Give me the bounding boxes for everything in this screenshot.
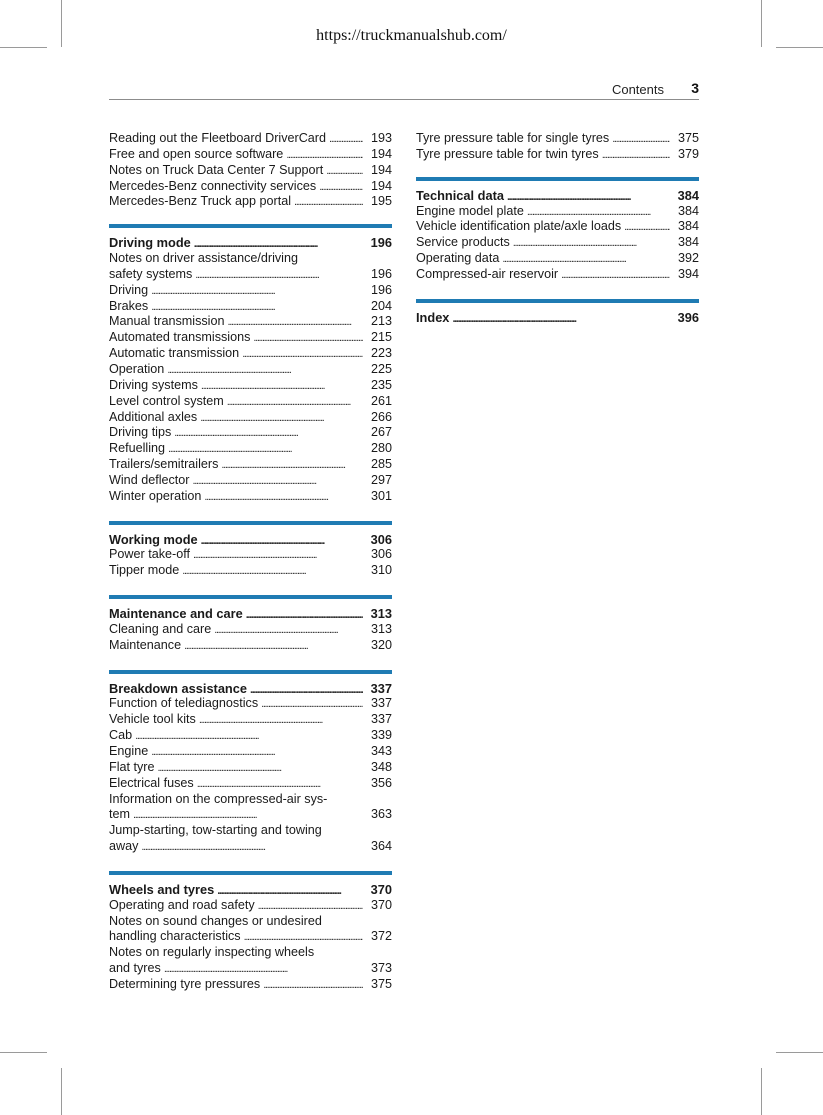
dot-leader — [184, 639, 363, 655]
toc-entry-label: Working mode — [109, 531, 198, 547]
toc-entry-page: 193 — [370, 131, 392, 145]
dot-leader — [244, 930, 363, 946]
toc-entry[interactable] — [109, 473, 392, 489]
toc-entry-label: Wheels and tyres — [109, 881, 215, 897]
toc-entry[interactable] — [109, 457, 392, 473]
dot-leader — [242, 347, 363, 363]
toc-section-driving-mode — [109, 224, 392, 504]
toc-entry[interactable] — [109, 131, 392, 147]
dot-leader — [193, 474, 364, 490]
dot-leader — [612, 132, 670, 148]
dot-leader — [195, 268, 363, 284]
dot-leader — [158, 761, 364, 777]
crop-mark — [776, 1052, 823, 1053]
toc-entry-page: 225 — [370, 361, 392, 376]
toc-entry-page: 337 — [370, 696, 392, 711]
toc-entry-label: Notes on regularly inspecting wheels — [109, 945, 315, 960]
toc-entry[interactable] — [109, 622, 392, 638]
toc-entry-label: Additional axles — [109, 409, 198, 424]
toc-entry-label: Operating data — [416, 251, 500, 266]
crop-mark — [0, 1052, 47, 1053]
dot-leader — [286, 148, 363, 164]
toc-entry-label: Brakes — [109, 298, 149, 313]
toc-entry[interactable] — [109, 251, 392, 267]
toc-section — [416, 188, 699, 283]
toc-entry[interactable] — [109, 394, 392, 410]
toc-entry-page: 364 — [370, 839, 392, 854]
toc-entry-page: 196 — [370, 266, 392, 281]
toc-entry-label: Maintenance and care — [109, 606, 243, 622]
toc-entry[interactable] — [109, 283, 392, 299]
toc-entry[interactable] — [109, 330, 392, 346]
toc-entry-page: 384 — [677, 203, 699, 218]
toc-entry-page: 196 — [370, 282, 392, 297]
toc-entry-label: Maintenance — [109, 637, 182, 652]
dot-leader — [141, 840, 363, 856]
dot-leader — [135, 729, 363, 745]
toc-entry[interactable] — [109, 425, 392, 441]
toc-entry-label: Notes on Truck Data Center 7 Support — [109, 162, 324, 177]
toc-entry-page: 213 — [370, 314, 392, 329]
toc-entry[interactable] — [109, 977, 392, 993]
toc-entry-page: 267 — [370, 425, 392, 440]
dot-leader — [624, 220, 670, 236]
toc-entry[interactable] — [109, 929, 392, 945]
toc-entry-page: 375 — [370, 976, 392, 991]
toc-entry-page: 337 — [370, 680, 392, 696]
toc-entry[interactable] — [416, 267, 699, 283]
toc-entry-label: Tyre pressure table for twin tyres — [416, 146, 599, 161]
toc-entry-label: Automatic transmission — [109, 346, 240, 361]
dot-leader — [197, 777, 363, 793]
toc-entry[interactable] — [109, 712, 392, 728]
toc-left-column — [109, 131, 392, 993]
toc-entry-page: 320 — [370, 637, 392, 652]
dot-leader — [513, 236, 670, 252]
dot-leader — [164, 962, 363, 978]
dot-leader — [168, 442, 363, 458]
dot-leader — [228, 315, 364, 331]
dot-leader — [201, 379, 363, 395]
toc-entry[interactable] — [109, 362, 392, 378]
toc-entry[interactable] — [109, 378, 392, 394]
toc-entry-label: Flat tyre — [109, 759, 155, 774]
toc-entry[interactable] — [109, 179, 392, 195]
toc-entry-page: 313 — [370, 606, 392, 622]
toc-section — [109, 882, 392, 993]
dot-leader — [133, 808, 363, 824]
toc-section — [109, 235, 392, 504]
dot-leader — [193, 548, 363, 564]
toc-entry-page: 373 — [370, 961, 392, 976]
dot-leader — [602, 148, 670, 164]
toc-entry-page: 348 — [370, 759, 392, 774]
toc-section-breakdown — [109, 670, 392, 855]
toc-entry-label: Breakdown assistance — [109, 680, 247, 696]
dot-leader — [204, 490, 363, 506]
toc-entry-label: Technical data — [416, 187, 504, 203]
toc-entry[interactable] — [109, 147, 392, 163]
toc-entry-label: Operating and road safety — [109, 897, 255, 912]
toc-group — [416, 131, 699, 163]
toc-entry-page: 306 — [370, 531, 392, 547]
toc-heading[interactable] — [109, 882, 392, 898]
toc-entry[interactable] — [109, 898, 392, 914]
toc-entry-page: 356 — [370, 775, 392, 790]
dot-leader — [167, 363, 363, 379]
dot-leader — [258, 899, 363, 915]
toc-entry-page: 370 — [370, 881, 392, 897]
toc-section — [109, 606, 392, 654]
toc-entry[interactable] — [416, 131, 699, 147]
dot-leader — [253, 331, 363, 347]
toc-entry-page: 337 — [370, 712, 392, 727]
toc-entry[interactable] — [109, 163, 392, 179]
toc-entry[interactable] — [416, 235, 699, 251]
toc-group — [109, 131, 392, 210]
toc-entry[interactable] — [109, 728, 392, 744]
toc-section-working-mode — [109, 521, 392, 580]
toc-heading[interactable] — [109, 681, 392, 697]
toc-entry-page: 343 — [370, 744, 392, 758]
dot-leader — [263, 978, 363, 994]
toc-entry-label: Free and open source software — [109, 146, 284, 161]
toc-entry-page: 195 — [370, 194, 392, 209]
toc-right-column — [416, 131, 699, 326]
dot-leader — [527, 205, 670, 221]
toc-entry[interactable] — [109, 839, 392, 855]
crop-mark — [61, 1068, 62, 1115]
toc-heading[interactable] — [109, 606, 392, 622]
dot-leader — [227, 395, 363, 411]
toc-heading[interactable] — [416, 188, 699, 204]
toc-entry-page: 196 — [370, 235, 392, 251]
toc-entry-label: Service products — [416, 235, 510, 250]
toc-entry-page: 394 — [677, 266, 699, 281]
toc-entry-label: tem — [109, 807, 130, 822]
toc-entry[interactable] — [109, 744, 392, 760]
toc-entry-label: Driving — [109, 282, 149, 297]
toc-entry-page: 384 — [677, 235, 699, 250]
toc-entry[interactable] — [416, 204, 699, 220]
toc-entry-label: Operation — [109, 361, 165, 376]
toc-entry-label: and tyres — [109, 961, 161, 976]
toc-entry-label: Mercedes-Benz connectivity services — [109, 178, 317, 193]
toc-entry-page: 392 — [677, 251, 699, 266]
dot-leader — [250, 683, 363, 699]
dot-leader — [261, 697, 363, 713]
toc-heading[interactable] — [416, 310, 699, 326]
crop-mark — [776, 47, 823, 48]
toc-entry[interactable] — [109, 547, 392, 563]
toc-entry-label: Tipper mode — [109, 563, 180, 578]
toc-entry[interactable] — [109, 441, 392, 457]
toc-entry-label: Power take-off — [109, 547, 190, 562]
toc-section-wheels — [109, 871, 392, 993]
crop-mark — [0, 47, 47, 48]
toc-entry-label: Reading out the Fleetboard DriverCard — [109, 131, 327, 145]
toc-entry-label: Notes on driver assistance/driving — [109, 251, 298, 266]
toc-entry-label: Jump-starting, tow-starting and towing — [109, 823, 322, 838]
toc-entry-page: 266 — [370, 409, 392, 424]
toc-entry-label: Information on the compressed-air sys- — [109, 791, 328, 806]
toc-entry-page: 215 — [370, 330, 392, 345]
dot-leader — [329, 132, 363, 148]
page-title: Contents — [611, 82, 664, 97]
dot-leader — [182, 564, 363, 580]
toc-entry[interactable] — [109, 823, 392, 839]
toc-entry-page: 261 — [370, 393, 392, 408]
toc-entry-label: Vehicle tool kits — [109, 712, 196, 727]
toc-entry-label: Driving systems — [109, 377, 198, 392]
toc-entry-label: Electrical fuses — [109, 775, 194, 790]
toc-entry-page: 375 — [677, 131, 699, 145]
toc-entry-label: Engine model plate — [416, 203, 524, 218]
toc-entry-label: Determining tyre pressures — [109, 976, 261, 991]
toc-entry-label: handling characteristics — [109, 929, 241, 944]
toc-entry-label: Compressed-air reservoir — [416, 266, 559, 281]
toc-entry-label: Manual transmission — [109, 314, 225, 329]
toc-entry-page: 301 — [370, 488, 392, 503]
toc-entry-page: 194 — [370, 178, 392, 193]
toc-entry-page: 235 — [370, 377, 392, 392]
dot-leader — [151, 745, 363, 761]
dot-leader — [151, 284, 363, 300]
toc-entry[interactable] — [109, 696, 392, 712]
toc-entry-label: away — [109, 839, 139, 854]
dot-leader — [502, 252, 670, 268]
toc-entry[interactable] — [109, 299, 392, 315]
toc-entry-page: 280 — [370, 441, 392, 456]
dot-leader — [319, 180, 363, 196]
toc-entry-page: 384 — [677, 187, 699, 203]
toc-entry[interactable] — [416, 147, 699, 163]
toc-entry-page: 372 — [370, 929, 392, 944]
toc-entry-label: Vehicle identification plate/axle loads — [416, 219, 622, 234]
toc-entry-label: Cleaning and care — [109, 621, 212, 636]
dot-leader — [221, 458, 363, 474]
toc-entry-label: Index — [416, 309, 450, 325]
dot-leader — [214, 623, 363, 639]
toc-entry-label: Function of telediagnostics — [109, 696, 259, 711]
toc-entry[interactable] — [109, 961, 392, 977]
toc-section — [109, 532, 392, 580]
toc-entry[interactable] — [109, 194, 392, 210]
crop-mark — [761, 1068, 762, 1115]
toc-entry[interactable] — [416, 219, 699, 235]
dot-leader — [326, 164, 363, 180]
toc-section — [416, 310, 699, 326]
toc-entry[interactable] — [109, 914, 392, 930]
toc-entry-page: 285 — [370, 457, 392, 472]
toc-entry[interactable] — [109, 638, 392, 654]
toc-entry-label: Mercedes-Benz Truck app portal — [109, 194, 291, 209]
dot-leader — [246, 608, 363, 624]
toc-section — [109, 681, 392, 855]
toc-entry-page: 384 — [677, 219, 699, 234]
toc-entry-page: 297 — [370, 472, 392, 487]
page-number: 3 — [691, 80, 699, 96]
toc-entry-label: Level control system — [109, 393, 224, 408]
toc-entry-page: 363 — [370, 807, 392, 822]
toc-entry-label: Notes on sound changes or undesired — [109, 913, 322, 928]
toc-entry[interactable] — [109, 792, 392, 808]
toc-entry[interactable] — [109, 267, 392, 283]
toc-heading[interactable] — [109, 532, 392, 548]
toc-entry-page: 396 — [677, 309, 699, 325]
toc-entry-page: 223 — [370, 346, 392, 361]
toc-entry-page: 370 — [370, 897, 392, 912]
dot-leader — [507, 190, 670, 206]
source-url[interactable]: https://truckmanualshub.com/ — [316, 27, 507, 44]
toc-entry-label: Wind deflector — [109, 472, 190, 487]
toc-entry-label: Refuelling — [109, 441, 166, 456]
toc-entry[interactable] — [109, 776, 392, 792]
toc-section-index — [416, 299, 699, 326]
toc-entry-label: Driving mode — [109, 235, 191, 251]
toc-entry-label: Trailers/semitrailers — [109, 457, 219, 472]
toc-entry-page: 313 — [370, 621, 392, 636]
toc-entry-page: 194 — [370, 162, 392, 177]
toc-entry-page: 339 — [370, 728, 392, 743]
toc-entry[interactable] — [416, 251, 699, 267]
toc-entry-page: 306 — [370, 547, 392, 562]
dot-leader — [452, 312, 670, 328]
toc-entry-page: 379 — [677, 146, 699, 161]
toc-entry-label: safety systems — [109, 266, 193, 281]
toc-entry[interactable] — [109, 489, 392, 505]
toc-section-technical — [416, 177, 699, 283]
toc-entry[interactable] — [109, 314, 392, 330]
dot-leader — [174, 426, 363, 442]
toc-entry[interactable] — [109, 945, 392, 961]
toc-entry-label: Driving tips — [109, 425, 172, 440]
toc-entry[interactable] — [109, 807, 392, 823]
toc-entry[interactable] — [109, 563, 392, 579]
toc-heading[interactable] — [109, 235, 392, 251]
dot-leader — [199, 713, 363, 729]
header-divider — [109, 99, 699, 100]
toc-entry-label: Winter operation — [109, 488, 202, 503]
page-header — [109, 80, 699, 98]
toc-entry-page: 204 — [370, 298, 392, 313]
dot-leader — [294, 195, 363, 211]
toc-entry[interactable] — [109, 760, 392, 776]
toc-entry-label: Cab — [109, 728, 133, 743]
toc-entry[interactable] — [109, 346, 392, 362]
dot-leader — [151, 300, 363, 316]
toc-entry[interactable] — [109, 410, 392, 426]
toc-entry-page: 310 — [370, 563, 392, 578]
toc-entry-label: Engine — [109, 744, 149, 758]
toc-entry-label: Automated transmissions — [109, 330, 251, 345]
dot-leader — [201, 534, 363, 550]
toc-section-maintenance — [109, 595, 392, 654]
dot-leader — [200, 411, 363, 427]
toc-entry-page: 194 — [370, 146, 392, 161]
dot-leader — [561, 268, 670, 284]
toc-entry-label: Tyre pressure table for single tyres — [416, 131, 610, 145]
